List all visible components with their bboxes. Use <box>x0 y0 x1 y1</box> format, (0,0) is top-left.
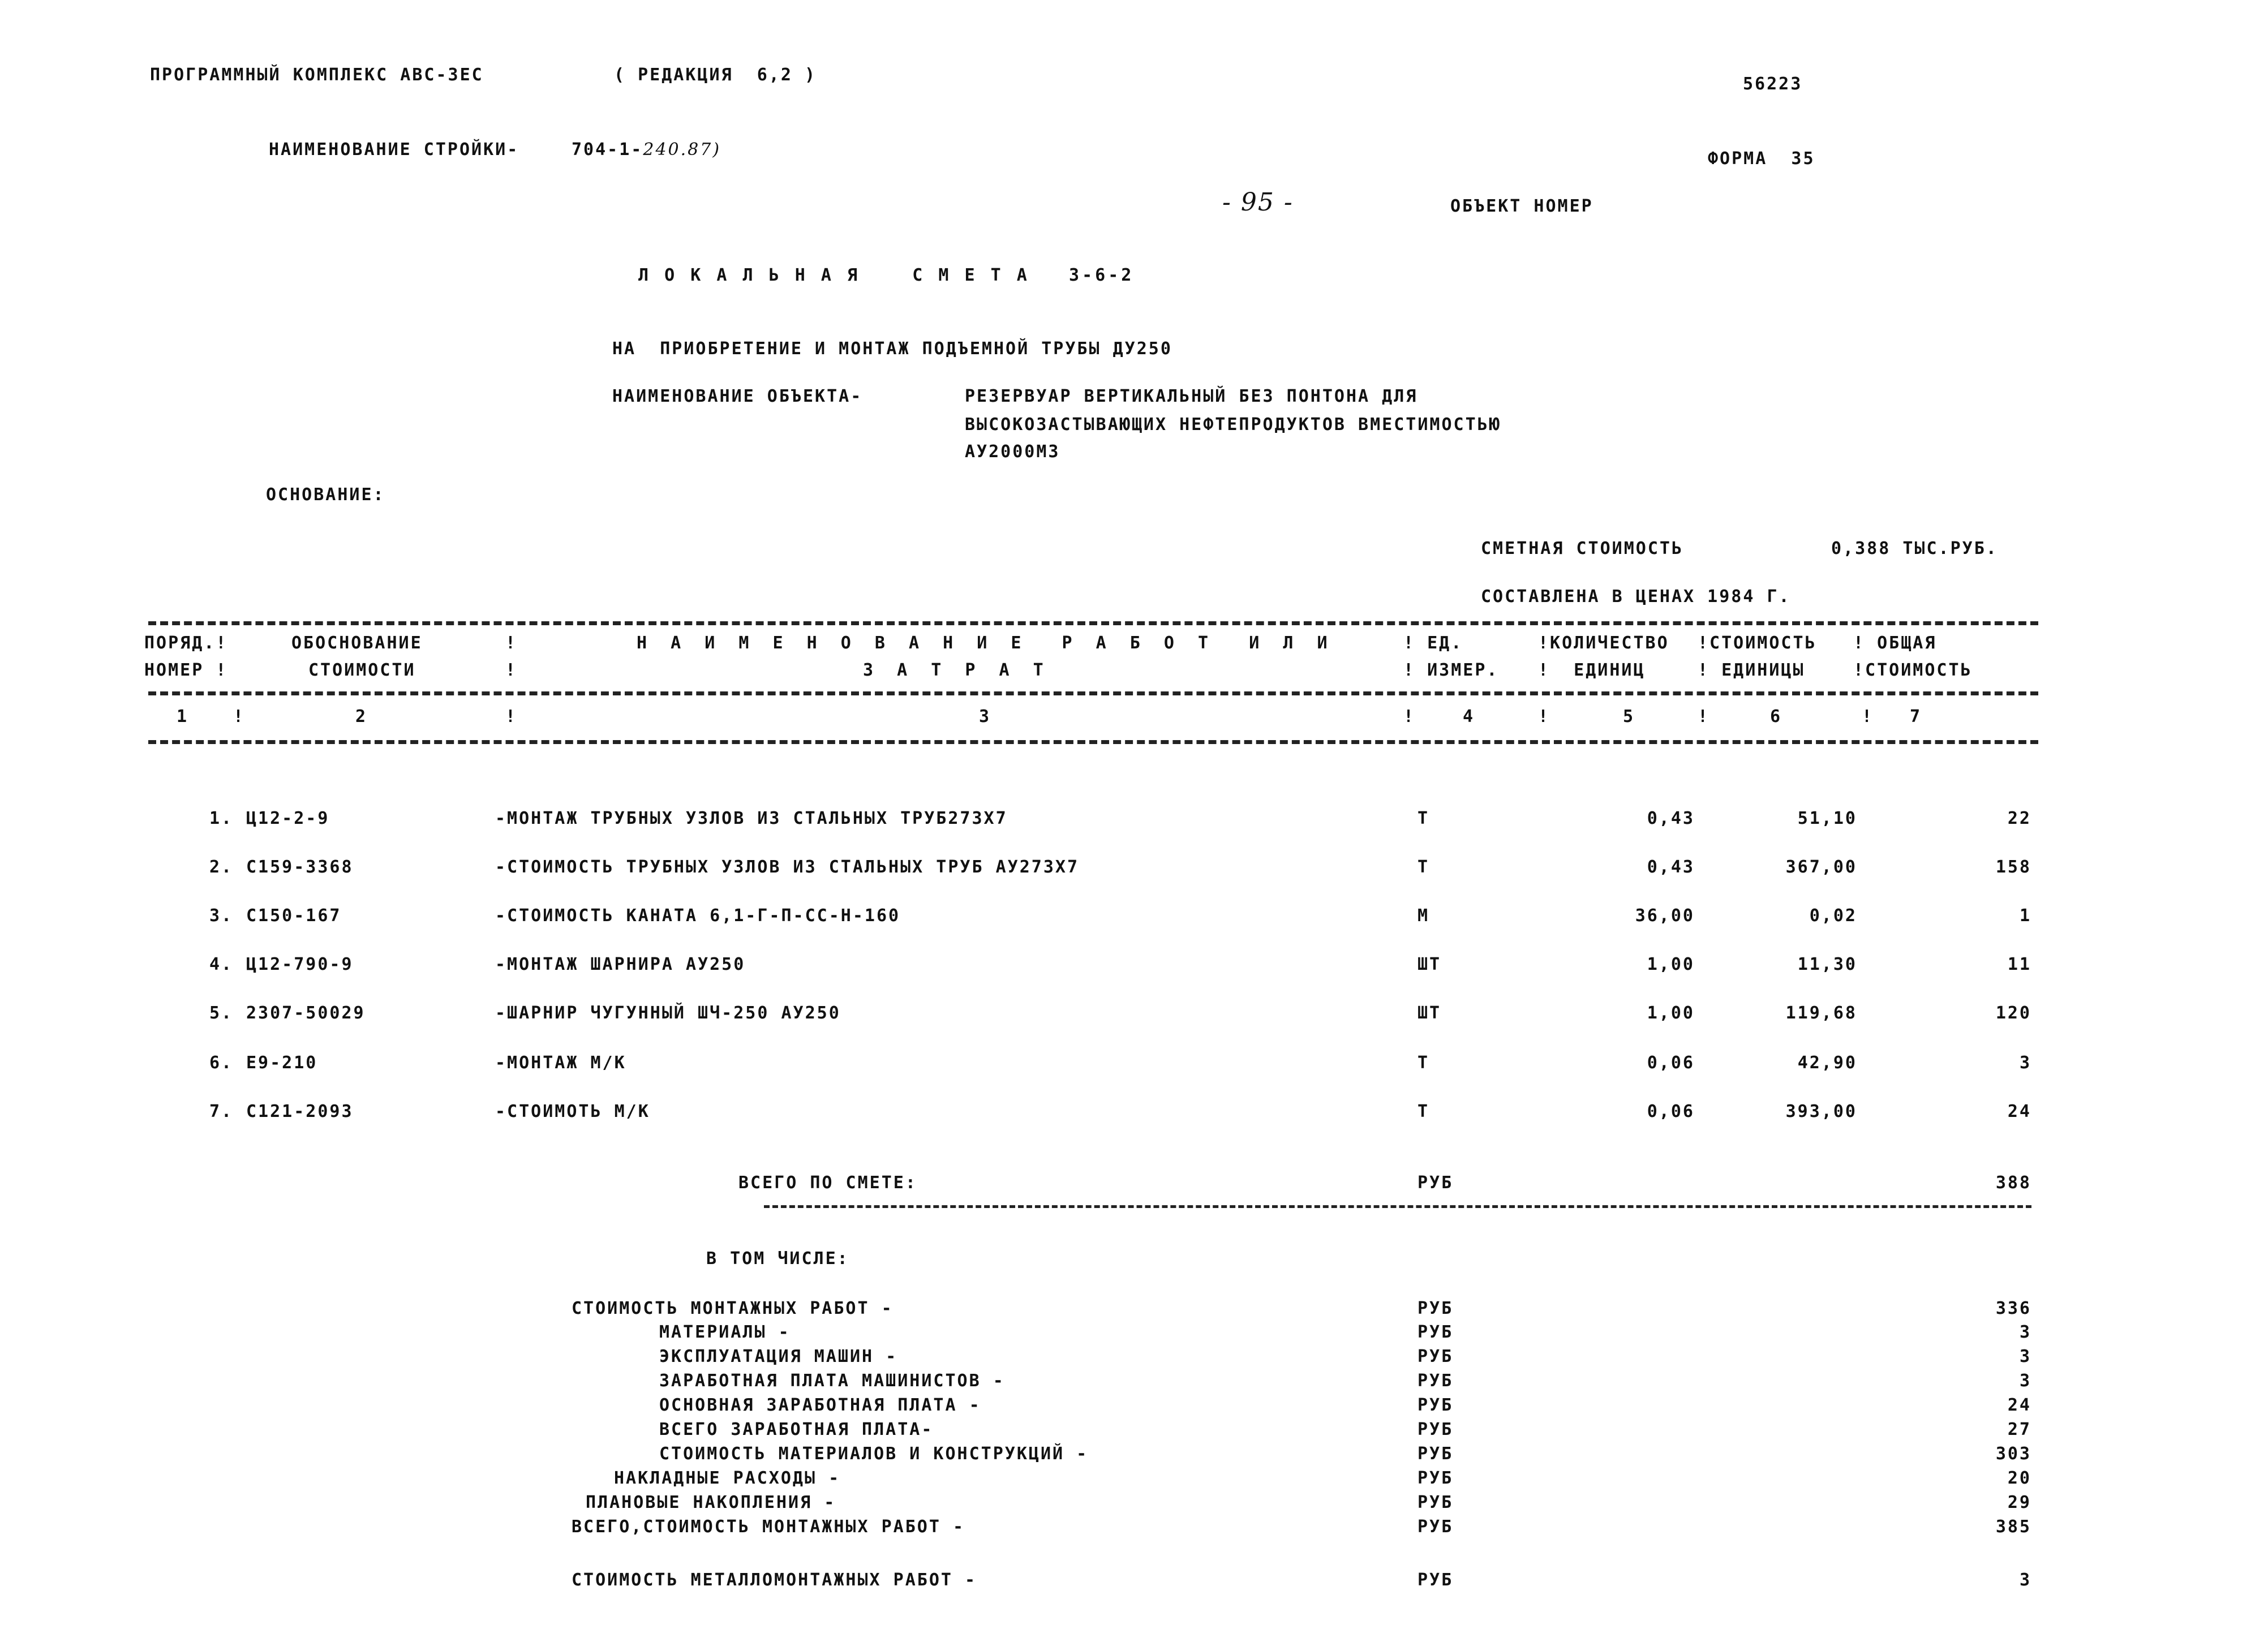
col-sep: ! <box>233 707 246 727</box>
metal-works-value: 3 <box>2019 1570 2031 1590</box>
row-name: -ШАРНИР ЧУГУННЫЙ ШЧ-250 АУ250 <box>495 1003 841 1023</box>
edition: ( РЕДАКЦИЯ 6,2 ) <box>614 65 817 85</box>
header-qty-2: ! ЕДИНИЦ <box>1538 660 1646 680</box>
row-code: Ц12-2-9 <box>246 809 330 828</box>
document-number: 56223 <box>1743 74 1803 94</box>
header-bottom-rule <box>148 740 2038 744</box>
breakdown-label: ВСЕГО,СТОИМОСТЬ МОНТАЖНЫХ РАБОТ - <box>572 1517 965 1537</box>
row-number: 4. <box>209 955 234 974</box>
row-qty: 0,43 <box>1647 809 1695 828</box>
grand-total-value: 388 <box>1995 1173 2031 1193</box>
row-total: 120 <box>1995 1003 2031 1023</box>
breakdown-unit: РУБ <box>1418 1395 1454 1415</box>
col-number-1: 1 <box>177 707 189 727</box>
row-total: 24 <box>2007 1102 2031 1121</box>
row-price: 51,10 <box>1797 809 1857 828</box>
breakdown-unit: РУБ <box>1418 1493 1454 1512</box>
col-number-6: 6 <box>1770 707 1782 727</box>
header-unit-1: ! ЕД. <box>1403 633 1463 653</box>
breakdown-unit: РУБ <box>1418 1299 1454 1318</box>
row-code: Е9-210 <box>246 1053 318 1073</box>
header-basis-2: СТОИМОСТИ <box>308 660 416 680</box>
object-number: ОБЪЕКТ НОМЕР <box>1450 196 1593 216</box>
row-unit: Т <box>1418 857 1430 877</box>
row-total: 3 <box>2019 1053 2031 1073</box>
breakdown-label: СТОИМОСТЬ МОНТАЖНЫХ РАБОТ - <box>572 1299 894 1318</box>
breakdown-label: ПЛАНОВЫЕ НАКОПЛЕНИЯ - <box>586 1493 836 1512</box>
grand-total-unit: РУБ <box>1418 1173 1454 1193</box>
row-qty: 1,00 <box>1647 955 1695 974</box>
estimate-cost-label: СМЕТНАЯ СТОИМОСТЬ <box>1481 539 1684 558</box>
row-price: 393,00 <box>1785 1102 1857 1121</box>
breakdown-label: ВСЕГО ЗАРАБОТНАЯ ПЛАТА- <box>659 1420 934 1439</box>
header-total-1: ! ОБЩАЯ <box>1853 633 1937 653</box>
row-code: С150-167 <box>246 906 342 926</box>
program-name: ПРОГРАММНЫЙ КОМПЛЕКС АВС-ЗЕС <box>150 65 484 85</box>
breakdown-label: ЭКСПЛУАТАЦИЯ МАШИН - <box>659 1347 898 1366</box>
basis-label: ОСНОВАНИЕ: <box>266 485 385 505</box>
breakdown-label: ОСНОВНАЯ ЗАРАБОТНАЯ ПЛАТА - <box>659 1395 981 1415</box>
breakdown-unit: РУБ <box>1418 1420 1454 1439</box>
row-name: -МОНТАЖ М/К <box>495 1053 626 1073</box>
metal-works-unit: РУБ <box>1418 1570 1454 1590</box>
row-qty: 36,00 <box>1635 906 1695 926</box>
col-sep: ! <box>1538 707 1550 727</box>
row-name: -СТОИМОСТЬ КАНАТА 6,1-Г-П-СС-Н-160 <box>495 906 901 926</box>
header-price-1: !СТОИМОСТЬ <box>1698 633 1817 653</box>
header-sep: ! <box>505 633 518 653</box>
col-sep: ! <box>1698 707 1710 727</box>
grand-total-label: ВСЕГО ПО СМЕТЕ: <box>738 1173 917 1193</box>
row-price: 0,02 <box>1809 906 1857 926</box>
breakdown-value: 27 <box>2007 1420 2031 1439</box>
col-sep: ! <box>505 707 518 727</box>
row-code: 2307-50029 <box>246 1003 366 1023</box>
row-number: 6. <box>209 1053 234 1073</box>
estimate-title: Л О К А Л Ь Н А Я С М Е Т А 3-6-2 <box>638 265 1135 285</box>
breakdown-unit: РУБ <box>1418 1322 1454 1342</box>
construction-code: 704-1-240.87) <box>572 140 721 160</box>
breakdown-unit: РУБ <box>1418 1347 1454 1366</box>
row-total: 11 <box>2007 955 2031 974</box>
row-number: 5. <box>209 1003 234 1023</box>
header-basis-1: ОБОСНОВАНИЕ <box>291 633 423 653</box>
breakdown-value: 3 <box>2019 1371 2031 1391</box>
header-order-1: ПОРЯД.! <box>144 633 228 653</box>
row-unit: Т <box>1418 1102 1430 1121</box>
row-name: -СТОИМОСТЬ ТРУБНЫХ УЗЛОВ ИЗ СТАЛЬНЫХ ТРУБ АУ273Х7 <box>495 857 1080 877</box>
row-name: -МОНТАЖ ТРУБНЫХ УЗЛОВ ИЗ СТАЛЬНЫХ ТРУБ273Х7 <box>495 809 1008 828</box>
col-number-3: 3 <box>979 707 991 727</box>
object-label: НАИМЕНОВАНИЕ ОБЪЕКТА- <box>612 386 863 406</box>
row-number: 2. <box>209 857 234 877</box>
row-unit: Т <box>1418 809 1430 828</box>
row-qty: 1,00 <box>1647 1003 1695 1023</box>
breakdown-unit: РУБ <box>1418 1444 1454 1464</box>
row-code: С159-3368 <box>246 857 354 877</box>
metal-works-label: СТОИМОСТЬ МЕТАЛЛОМОНТАЖНЫХ РАБОТ - <box>572 1570 977 1590</box>
header-unit-2: ! ИЗМЕР. <box>1403 660 1499 680</box>
page-number: - 95 - <box>1222 188 1294 217</box>
object-line-1: РЕЗЕРВУАР ВЕРТИКАЛЬНЫЙ БЕЗ ПОНТОНА ДЛЯ <box>965 386 1418 406</box>
row-price: 11,30 <box>1797 955 1857 974</box>
col-number-2: 2 <box>355 707 368 727</box>
row-name: -МОНТАЖ ШАРНИРА АУ250 <box>495 955 746 974</box>
row-price: 367,00 <box>1785 857 1857 877</box>
breakdown-label: ЗАРАБОТНАЯ ПЛАТА МАШИНИСТОВ - <box>659 1371 1005 1391</box>
header-price-2: ! ЕДИНИЦЫ <box>1698 660 1805 680</box>
row-unit: ШТ <box>1418 955 1442 974</box>
breakdown-value: 3 <box>2019 1322 2031 1342</box>
table-top-rule <box>148 621 2038 625</box>
row-qty: 0,06 <box>1647 1102 1695 1121</box>
grand-total-rule <box>764 1205 2031 1208</box>
breakdown-unit: РУБ <box>1418 1468 1454 1488</box>
form-number: ФОРМА 35 <box>1708 149 1815 169</box>
col-number-7: 7 <box>1910 707 1922 727</box>
header-order-2: НОМЕР ! <box>144 660 228 680</box>
row-unit: ШТ <box>1418 1003 1442 1023</box>
row-number: 3. <box>209 906 234 926</box>
breakdown-label: СТОИМОСТЬ МАТЕРИАЛОВ И КОНСТРУКЦИЙ - <box>659 1444 1089 1464</box>
header-sep: ! <box>505 660 518 680</box>
row-total: 158 <box>1995 857 2031 877</box>
construction-label: НАИМЕНОВАНИЕ СТРОЙКИ- <box>269 140 519 160</box>
col-sep: ! <box>1403 707 1416 727</box>
row-qty: 0,43 <box>1647 857 1695 877</box>
breakdown-unit: РУБ <box>1418 1517 1454 1537</box>
breakdown-value: 336 <box>1995 1299 2031 1318</box>
header-total-2: !СТОИМОСТЬ <box>1853 660 1973 680</box>
breakdown-label: МАТЕРИАЛЫ - <box>659 1322 791 1342</box>
prices-basis: СОСТАВЛЕНА В ЦЕНАХ 1984 Г. <box>1481 587 1791 607</box>
row-total: 1 <box>2019 906 2031 926</box>
breakdown-value: 3 <box>2019 1347 2031 1366</box>
breakdown-label: НАКЛАДНЫЕ РАСХОДЫ - <box>614 1468 841 1488</box>
breakdown-value: 29 <box>2007 1493 2031 1512</box>
row-total: 22 <box>2007 809 2031 828</box>
header-qty-1: !КОЛИЧЕСТВО <box>1538 633 1669 653</box>
row-qty: 0,06 <box>1647 1053 1695 1073</box>
header-name-2: З А Т Р А Т <box>863 660 1050 680</box>
header-mid-rule <box>148 691 2038 695</box>
col-number-5: 5 <box>1623 707 1635 727</box>
estimate-subject: НА ПРИОБРЕТЕНИЕ И МОНТАЖ ПОДЪЕМНОЙ ТРУБЫ ДУ250 <box>612 339 1172 359</box>
including-label: В ТОМ ЧИСЛЕ: <box>706 1249 849 1269</box>
row-number: 7. <box>209 1102 234 1121</box>
breakdown-value: 385 <box>1995 1517 2031 1537</box>
handwritten-code: 240.87) <box>643 140 721 160</box>
row-code: С121-2093 <box>246 1102 354 1121</box>
breakdown-value: 24 <box>2007 1395 2031 1415</box>
row-price: 42,90 <box>1797 1053 1857 1073</box>
col-number-4: 4 <box>1463 707 1475 727</box>
row-unit: Т <box>1418 1053 1430 1073</box>
row-code: Ц12-790-9 <box>246 955 354 974</box>
object-line-3: АУ2000МЗ <box>965 442 1060 462</box>
header-name-1: Н А И М Е Н О В А Н И Е Р А Б О Т И Л И <box>637 633 1334 653</box>
object-line-2: ВЫСОКОЗАСТЫВАЮЩИХ НЕФТЕПРОДУКТОВ ВМЕСТИМОСТЬЮ <box>965 415 1501 435</box>
row-name: -СТОИМОТЬ М/К <box>495 1102 650 1121</box>
col-sep: ! <box>1862 707 1874 727</box>
row-number: 1. <box>209 809 234 828</box>
row-unit: М <box>1418 906 1430 926</box>
estimate-cost-value: 0,388 ТЫС.РУБ. <box>1831 539 1998 558</box>
breakdown-value: 20 <box>2007 1468 2031 1488</box>
row-price: 119,68 <box>1785 1003 1857 1023</box>
breakdown-unit: РУБ <box>1418 1371 1454 1391</box>
breakdown-value: 303 <box>1995 1444 2031 1464</box>
